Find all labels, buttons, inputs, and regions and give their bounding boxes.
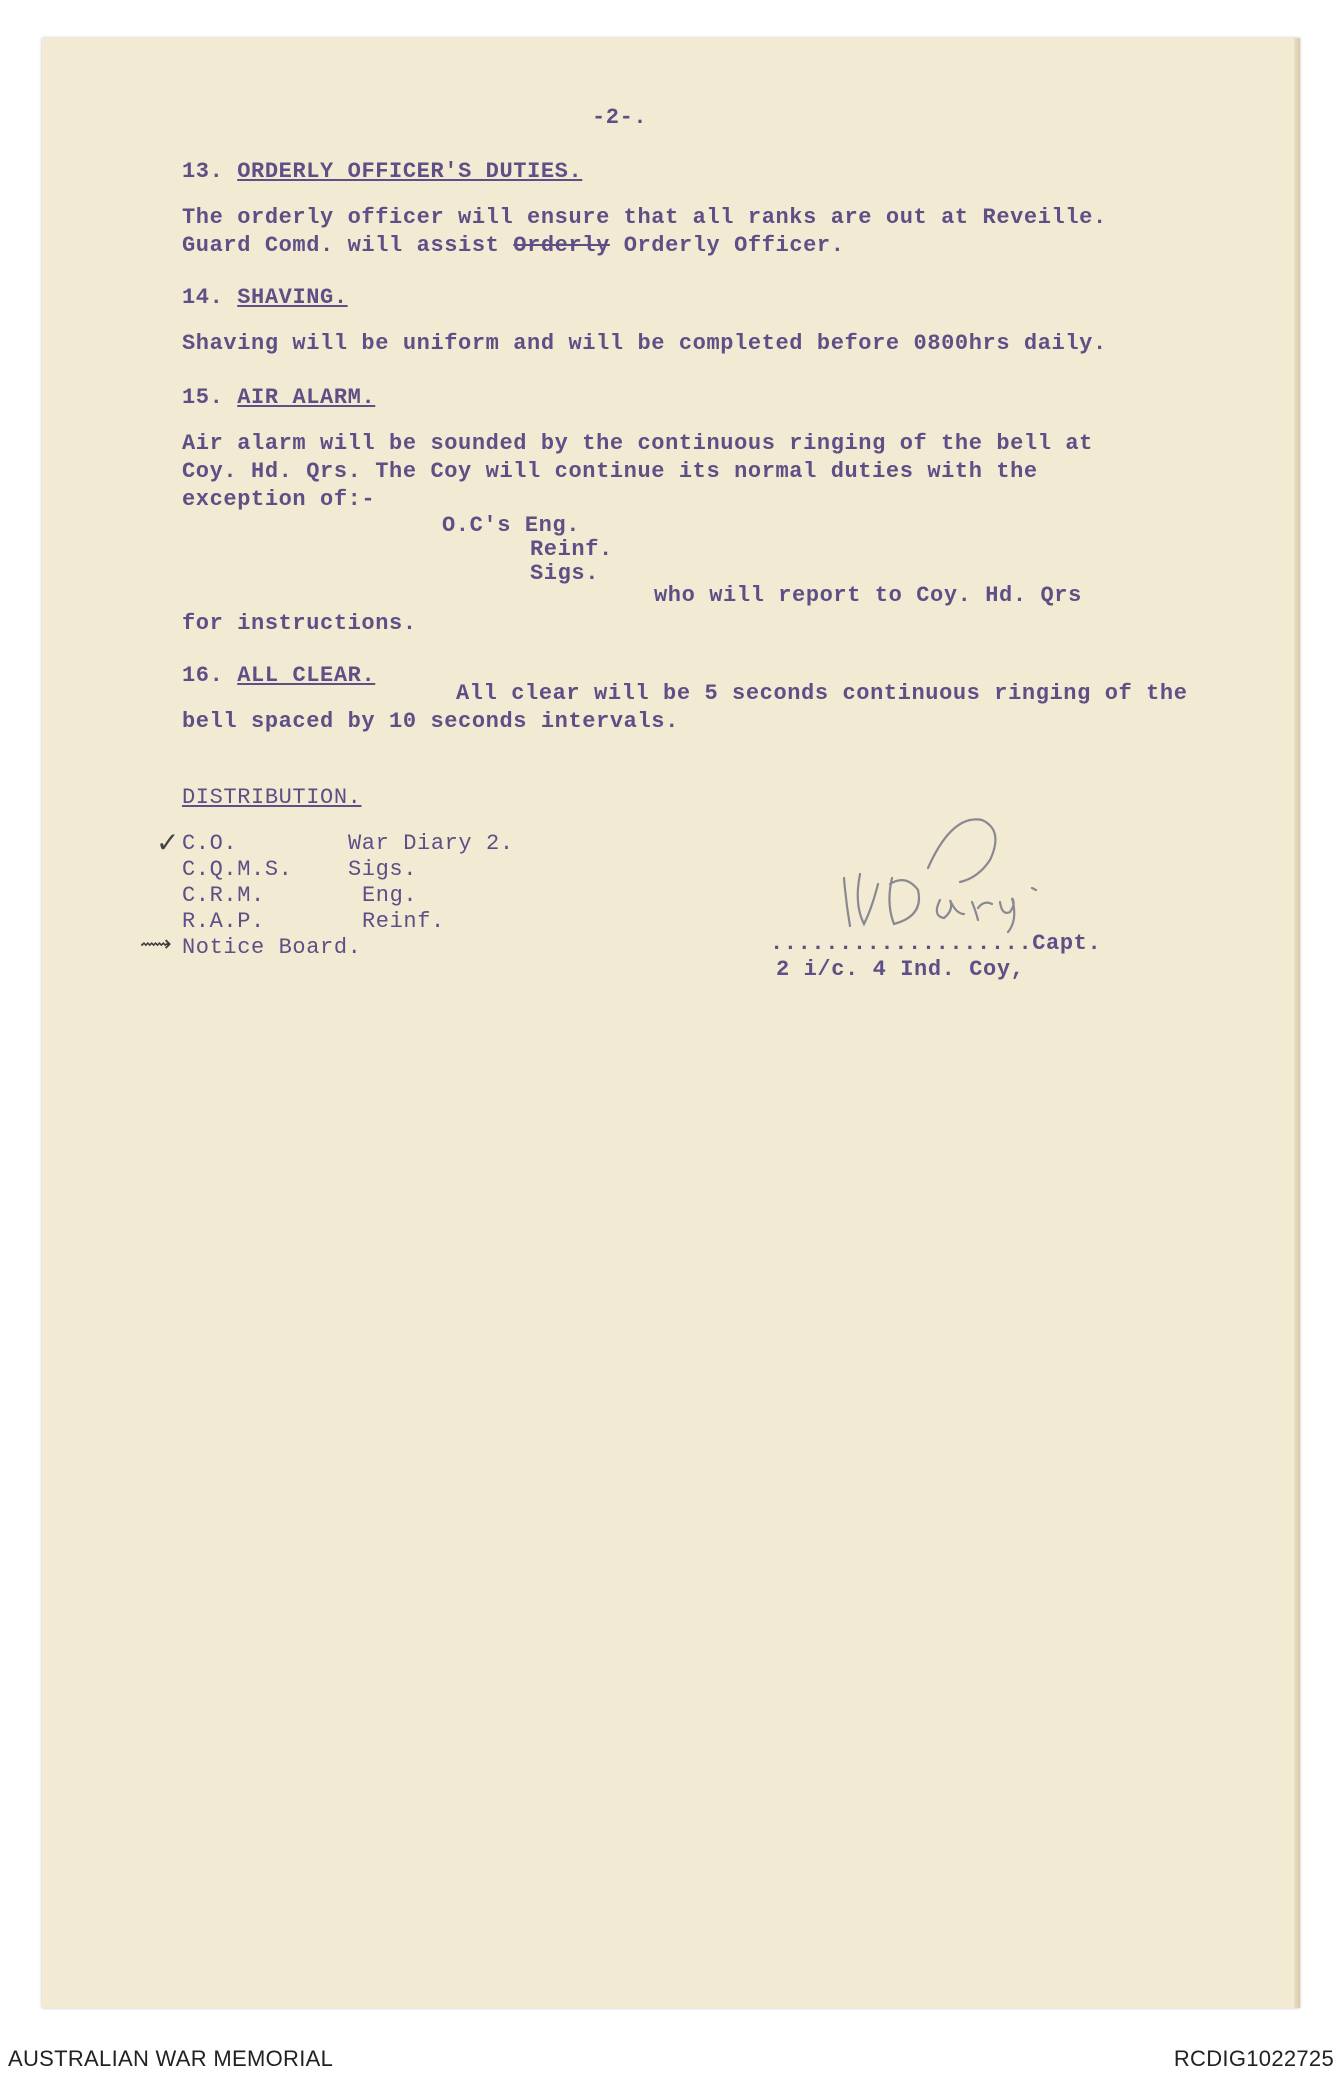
section-13-line-2: Guard Comd. will assist Orderly Orderly Officer. xyxy=(182,233,845,258)
section-15-line-3: exception of:- xyxy=(182,487,376,512)
section-15-line-1: Air alarm will be sounded by the continuous ringing of the bell at xyxy=(182,431,1093,456)
section-number: 13. xyxy=(182,159,224,184)
page-number: -2-. xyxy=(592,105,648,130)
section-13 xyxy=(182,158,582,186)
struck-word: Orderly xyxy=(513,233,610,258)
section-heading: AIR ALARM. xyxy=(237,385,376,410)
signature-title: 2 i/c. 4 Ind. Coy, xyxy=(776,957,1025,982)
distribution-right-1: Sigs. xyxy=(348,857,418,882)
section-heading: ALL CLEAR. xyxy=(237,663,376,688)
section-heading: SHAVING. xyxy=(237,285,348,310)
pen-mark-icon: ⟿ xyxy=(140,932,172,957)
handwritten-signature xyxy=(832,808,1082,938)
section-15-line-4: O.C's Eng. xyxy=(442,513,581,538)
section-15-line-8: for instructions. xyxy=(182,611,417,636)
section-13-line-1: The orderly officer will ensure that all ranks are out at Reveille. xyxy=(182,205,1107,230)
section-16-line-1: All clear will be 5 seconds continuous ringing of the xyxy=(456,681,1188,706)
paper-edge xyxy=(1294,38,1300,2008)
check-mark-icon: ✓ xyxy=(156,826,180,859)
section-15-line-5: Reinf. xyxy=(530,537,613,562)
section-15-line-7: who will report to Coy. Hd. Qrs xyxy=(654,583,1082,608)
section-15-line-2: Coy. Hd. Qrs. The Coy will continue its normal duties with the xyxy=(182,459,1038,484)
section-number: 16. xyxy=(182,663,224,688)
section-16-line-2: bell spaced by 10 seconds intervals. xyxy=(182,709,679,734)
section-15 xyxy=(182,384,375,412)
section-16 xyxy=(182,662,375,690)
distribution-left-3: R.A.P. xyxy=(182,909,265,934)
distribution-left-0: C.O. xyxy=(182,831,238,856)
signature-line: ...................Capt. xyxy=(770,931,1102,956)
section-14-line-1: Shaving will be uniform and will be completed before 0800hrs daily. xyxy=(182,331,1107,356)
section-14 xyxy=(182,284,348,312)
distribution-right-0: War Diary 2. xyxy=(348,831,514,856)
footer-record-id: RCDIG1022725 xyxy=(1173,2046,1334,2071)
footer-archive-name: AUSTRALIAN WAR MEMORIAL xyxy=(8,2046,334,2071)
section-number: 14. xyxy=(182,285,224,310)
section-heading: ORDERLY OFFICER'S DUTIES. xyxy=(237,159,583,184)
distribution-left-4: Notice Board. xyxy=(182,935,362,960)
distribution-heading: DISTRIBUTION. xyxy=(182,785,362,810)
distribution-left-1: C.Q.M.S. xyxy=(182,857,293,882)
distribution-right-3: Reinf. xyxy=(362,909,445,934)
distribution-left-2: C.R.M. xyxy=(182,883,265,908)
section-15-line-6: Sigs. xyxy=(530,561,600,586)
section-number: 15. xyxy=(182,385,224,410)
distribution-right-2: Eng. xyxy=(362,883,418,908)
